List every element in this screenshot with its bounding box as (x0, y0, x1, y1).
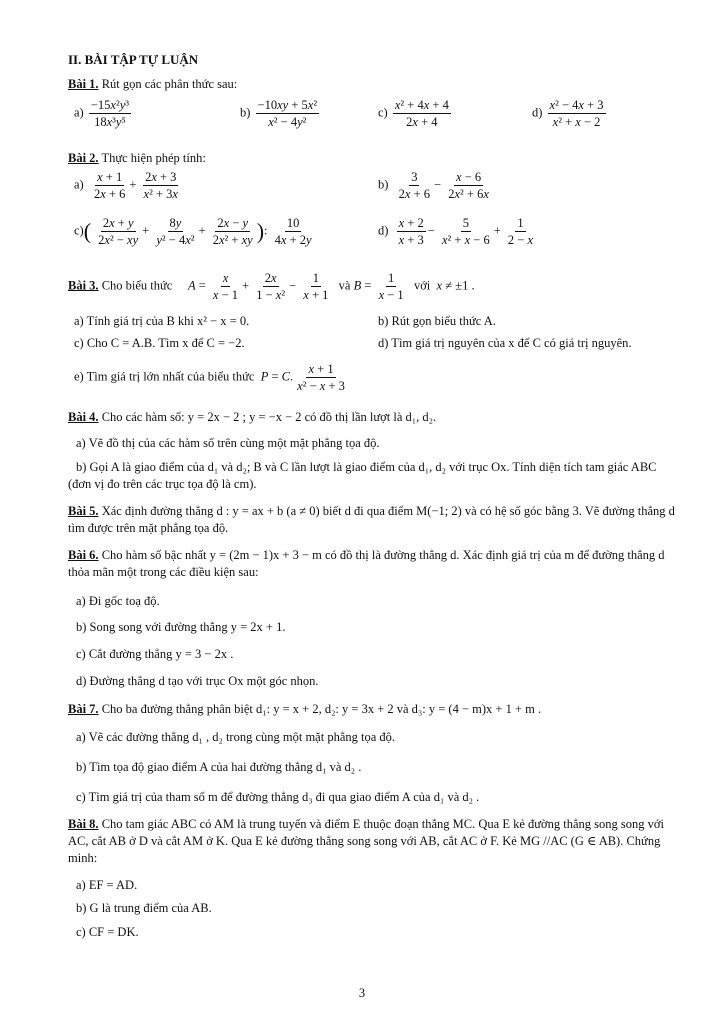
bai5: Bài 5. Xác định đường thẳng d : y = ax + b (a ≠ 0) biết d đi qua điểm M(−1; 2) và có hệ số góc bằng 3. Vẽ đường thẳng d tìm được trên mặt phẳng tọa độ. (68, 504, 675, 535)
bai1-b: b) $\frac{\text{−10xy + 5x²}}{\text{x² − 4y²}}$ (240, 98, 318, 129)
page-number: 3 (358, 986, 366, 1000)
bai1-d: d) $\frac{\text{x² − 4x + 3}}{\text{x² + x − 2}}$ (532, 98, 604, 129)
bai3-d: d) Tìm giá trị nguyên của x để C có giá trị nguyên. (378, 336, 632, 350)
bai8-b: b) G là trung điểm của AB. (76, 901, 212, 915)
bai2-b: b) $\frac{3}{2x + 6}$ − $\frac{x - 6}{\text{2x² + 6x}}$ (378, 170, 489, 201)
bai6: Bài 6. Cho hàm số bậc nhất y = (2m − 1)x + 3 − m có đồ thị là đường thẳng d. Xác định giá trị của m để đường thẳng d thỏa mãn một trong các điều kiện sau: (68, 548, 665, 579)
bai6-a: a) Đi gốc toạ độ. (76, 594, 160, 608)
bai8: Bài 8. Cho tam giác ABC có AM là trung tuyến và điểm E thuộc đoạn thẳng MC. Qua E kẻ đường thẳng song song với AC, cắt AB ở D và cắt AM ở K. Qua E kẻ đường thẳng song song với AB, cắt AC ở F. Kẻ MG //AC (G ∈ AB). Chứng minh: (68, 817, 664, 865)
bai7-b: b) Tìm tọa độ giao điểm A của hai đường thẳng d₁ và d₂ . (76, 760, 362, 774)
bai3-b: b) Rút gọn biểu thức A. (378, 314, 496, 328)
bai4-a: a) Vẽ đồ thị của các hàm số trên cùng một mặt phẳng tọa độ. (76, 436, 380, 450)
bai4-heading: Bài 4. Cho các hàm số: y = 2x − 2 ; y = −x − 2 có đồ thị lần lượt là d₁, d₂. (68, 410, 437, 424)
bai2-c: c)( $\frac{2x + y}{\text{2x² − xy}}$ + $\frac{8y}{\text{y² − 4x²}}$ + $\frac{2x - y}{\text{2x² + xy}}$ ): $\frac{10}{4x + 2y}$ (74, 216, 312, 247)
bai3-a: a) Tính giá trị của B khi x² − x = 0. (74, 314, 250, 328)
section-title: II. BÀI TẬP TỰ LUẬN (68, 52, 199, 67)
bai2-a: a) $\frac{x + 1}{2x + 6}$ + $\frac{2x + 3}{\text{x² + 3x}}$ (74, 170, 178, 201)
bai2-heading: Bài 2. Thực hiện phép tính: (68, 151, 206, 165)
bai1-c: c) $\frac{\text{x² + 4x + 4}}{2x + 4}$ (378, 98, 449, 129)
bai7-c: c) Tìm giá trị của tham số m để đường thẳng d₃ đi qua giao điểm A của d₁ và d₂ . (76, 790, 480, 804)
bai1-heading: Bài 1. Rút gọn các phân thức sau: (68, 77, 238, 91)
bai6-d: d) Đường thẳng d tạo với trục Ox một góc nhọn. (76, 674, 319, 688)
bai6-c: c) Cắt đường thẳng y = 3 − 2x . (76, 647, 234, 661)
bai4-b: b) Gọi A là giao điểm của d₁ và d₂; B và C lần lượt là giao điểm của d₁, d₂ với trục Ox. Tính diện tích tam giác ABC (đơn vị đo trên các trục tọa độ là cm). (68, 460, 657, 491)
bai3-e: e) Tìm giá trị lớn nhất của biểu thức P = C. $\frac{x + 1}{\text{x² − x + 3}}$ (74, 362, 345, 393)
bai6-b: b) Song song với đường thẳng y = 2x + 1. (76, 620, 286, 634)
bai8-a: a) EF = AD. (76, 878, 138, 892)
bai3-c: c) Cho C = A.B. Tìm x để C = −2. (74, 336, 245, 350)
bai3-heading: Bài 3. Cho biểu thức A = $\frac{x}{x - 1}$ + $\frac{2x}{\text{1 − x²}}$ − $\frac{1}{x + 1}$ và B = $\frac{1}{x - 1}$ với x ≠ ±1 . (68, 271, 475, 302)
bai2-d: d) $\frac{x + 2}{x + 3}$ − $\frac{5}{\text{x² + x − 6}}$ + $\frac{1}{2 - x}$ (378, 216, 534, 247)
bai1-a: a) $\frac{\text{−15x²y³}}{\text{18x³y⁵}}$ (74, 98, 130, 129)
bai7-heading: Bài 7. Cho ba đường thẳng phân biệt d₁: y = x + 2, d₂: y = 3x + 2 và d₃: y = (4 − m)x + 1 + m . (68, 702, 542, 716)
bai8-c: c) CF = DK. (76, 925, 139, 939)
bai7-a: a) Vẽ các đường thẳng d₁ , d₂ trong cùng một mặt phẳng tọa độ. (76, 730, 396, 744)
